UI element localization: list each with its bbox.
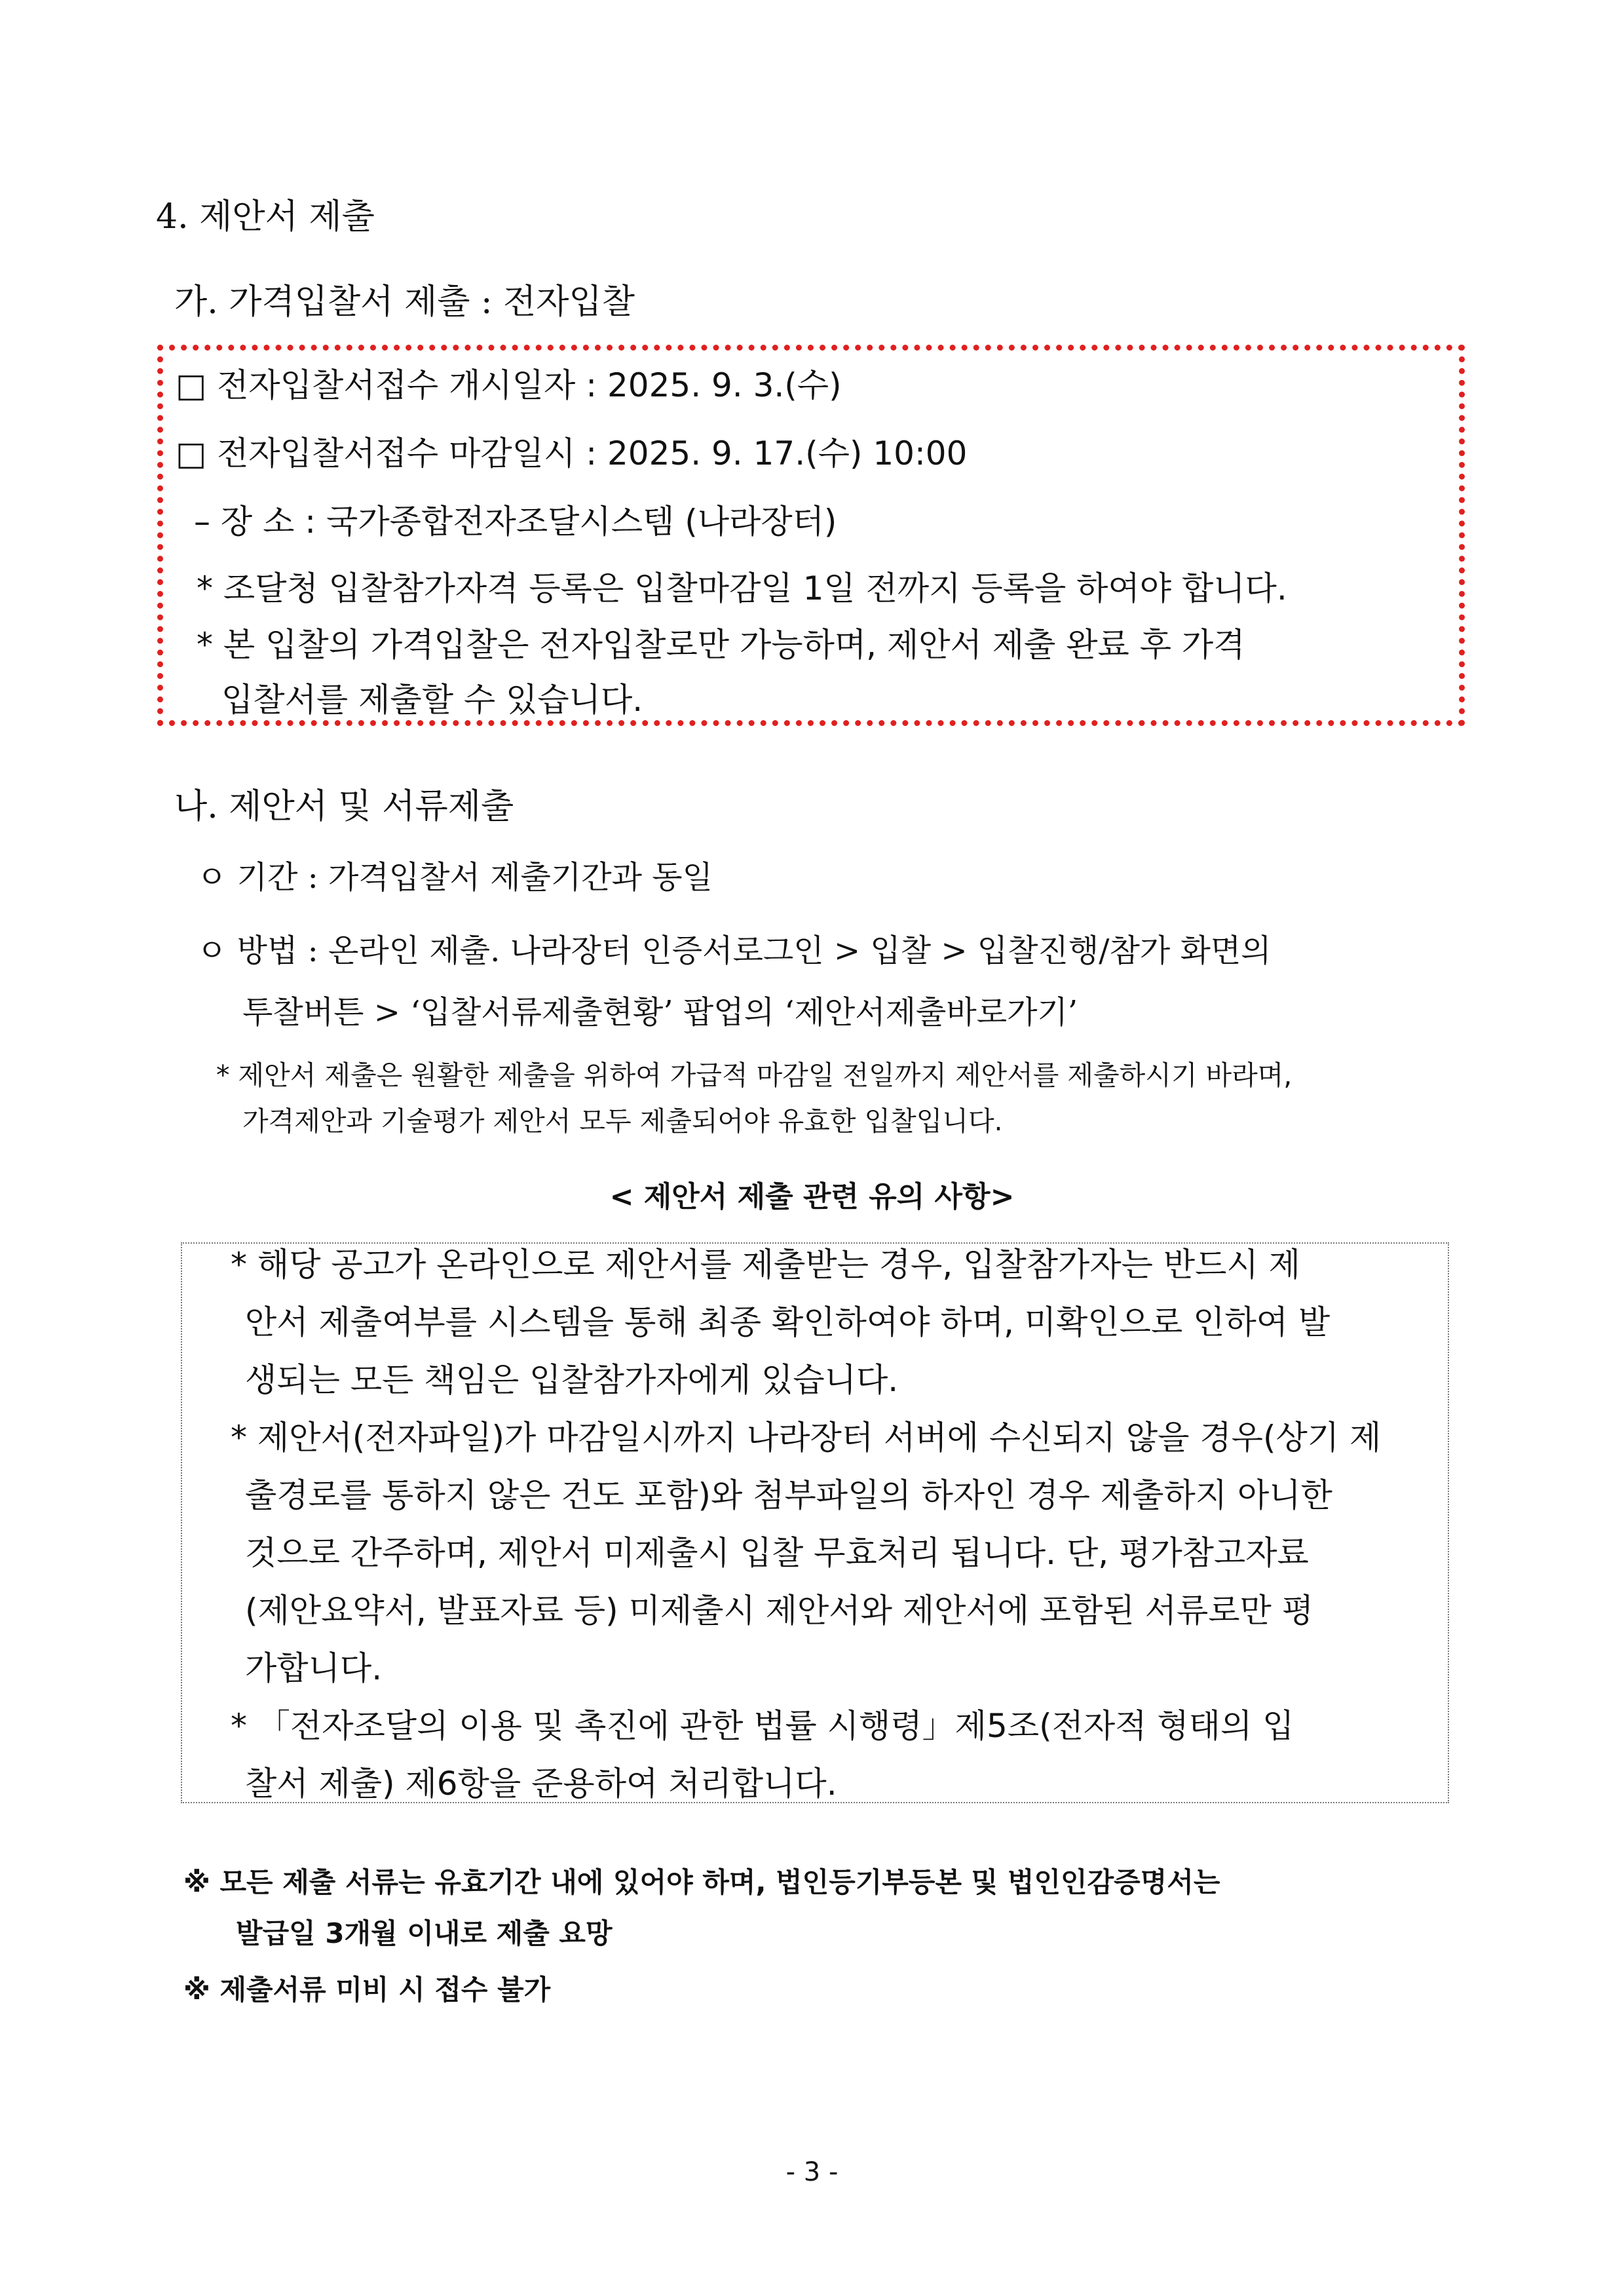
bid-close-date: □ 전자입찰서접수 마감일시 : 2025. 9. 17.(수) 10:00 <box>176 434 968 472</box>
notice-item-3-line-2: 찰서 제출) 제6항을 준용하여 처리합니다. <box>245 1765 837 1803</box>
notice-item-2-line-4: (제안요약서, 발표자료 등) 미제출시 제안서와 제안서에 포함된 서류로만 평 <box>245 1592 1314 1630</box>
bid-open-date: □ 전자입찰서접수 개시일자 : 2025. 9. 3.(수) <box>176 366 842 404</box>
proposal-tip: * 제안서 제출은 원활한 제출을 위하여 가급적 마감일 전일까지 제안서를 제출하시기 바라며, <box>216 1060 1293 1091</box>
bid-note-electronic: * 본 입찰의 가격입찰은 전자입찰로만 가능하며, 제안서 제출 완료 후 가격 <box>197 626 1245 664</box>
notice-item-3-line-1: * 「전자조달의 이용 및 촉진에 관한 법률 시행령」제5조(전자적 형태의 입 <box>231 1707 1294 1745</box>
price-bid-heading: 가. 가격입찰서 제출 : 전자입찰 <box>174 282 635 322</box>
notice-item-2-line-3: 것으로 간주하며, 제안서 미제출시 입찰 무효처리 됩니다. 단, 평가참고자료 <box>245 1534 1309 1572</box>
footnote-validity: ※ 모든 제출 서류는 유효기간 내에 있어야 하며, 법인등기부등본 및 법인인감증명서는 <box>183 1866 1220 1898</box>
notice-item-2-line-1: * 제안서(전자파일)가 마감일시까지 나라장터 서버에 수신되지 않을 경우(상기 제 <box>231 1419 1382 1457</box>
proposal-method: ㅇ 방법 : 온라인 제출. 나라장터 인증서로그인 > 입찰 > 입찰진행/참가 화면의 <box>197 932 1272 969</box>
notice-title: < 제안서 제출 관련 유의 사항> <box>609 1180 1015 1214</box>
notice-item-1-line-2: 안서 제출여부를 시스템을 통해 최종 확인하여야 하며, 미확인으로 인하여 발 <box>245 1303 1331 1341</box>
notice-item-1-line-1: * 해당 공고가 온라인으로 제안서를 제출받는 경우, 입찰참가자는 반드시 제 <box>231 1246 1300 1284</box>
footnote-validity-cont: 발급일 3개월 이내로 제출 요망 <box>236 1917 613 1949</box>
proposal-heading: 나. 제안서 및 서류제출 <box>174 787 514 826</box>
bid-place: – 장 소 : 국가종합전자조달시스템 (나라장터) <box>194 503 837 541</box>
notice-item-1-line-3: 생되는 모든 책임은 입찰참가자에게 있습니다. <box>245 1361 899 1399</box>
section-title: 4. 제안서 제출 <box>156 197 375 237</box>
page-number: - 3 - <box>785 2157 839 2187</box>
proposal-period: ㅇ 기간 : 가격입찰서 제출기간과 동일 <box>197 859 713 896</box>
proposal-tip-cont: 가격제안과 기술평가 제안서 모두 제출되어야 유효한 입찰입니다. <box>242 1105 1003 1137</box>
notice-item-2-line-5: 가합니다. <box>245 1649 383 1687</box>
notice-item-2-line-2: 출경로를 통하지 않은 건도 포함)와 첨부파일의 하자인 경우 제출하지 아니한 <box>245 1476 1332 1514</box>
bid-note-electronic-cont: 입찰서를 제출할 수 있습니다. <box>221 681 643 719</box>
proposal-method-cont: 투찰버튼 > ‘입찰서류제출현황’ 팝업의 ‘제안서제출바로가기’ <box>242 994 1078 1031</box>
bid-note-registration: * 조달청 입찰참가자격 등록은 입찰마감일 1일 전까지 등록을 하여야 합니다. <box>197 569 1287 607</box>
footnote-incomplete: ※ 제출서류 미비 시 접수 불가 <box>183 1974 551 2006</box>
